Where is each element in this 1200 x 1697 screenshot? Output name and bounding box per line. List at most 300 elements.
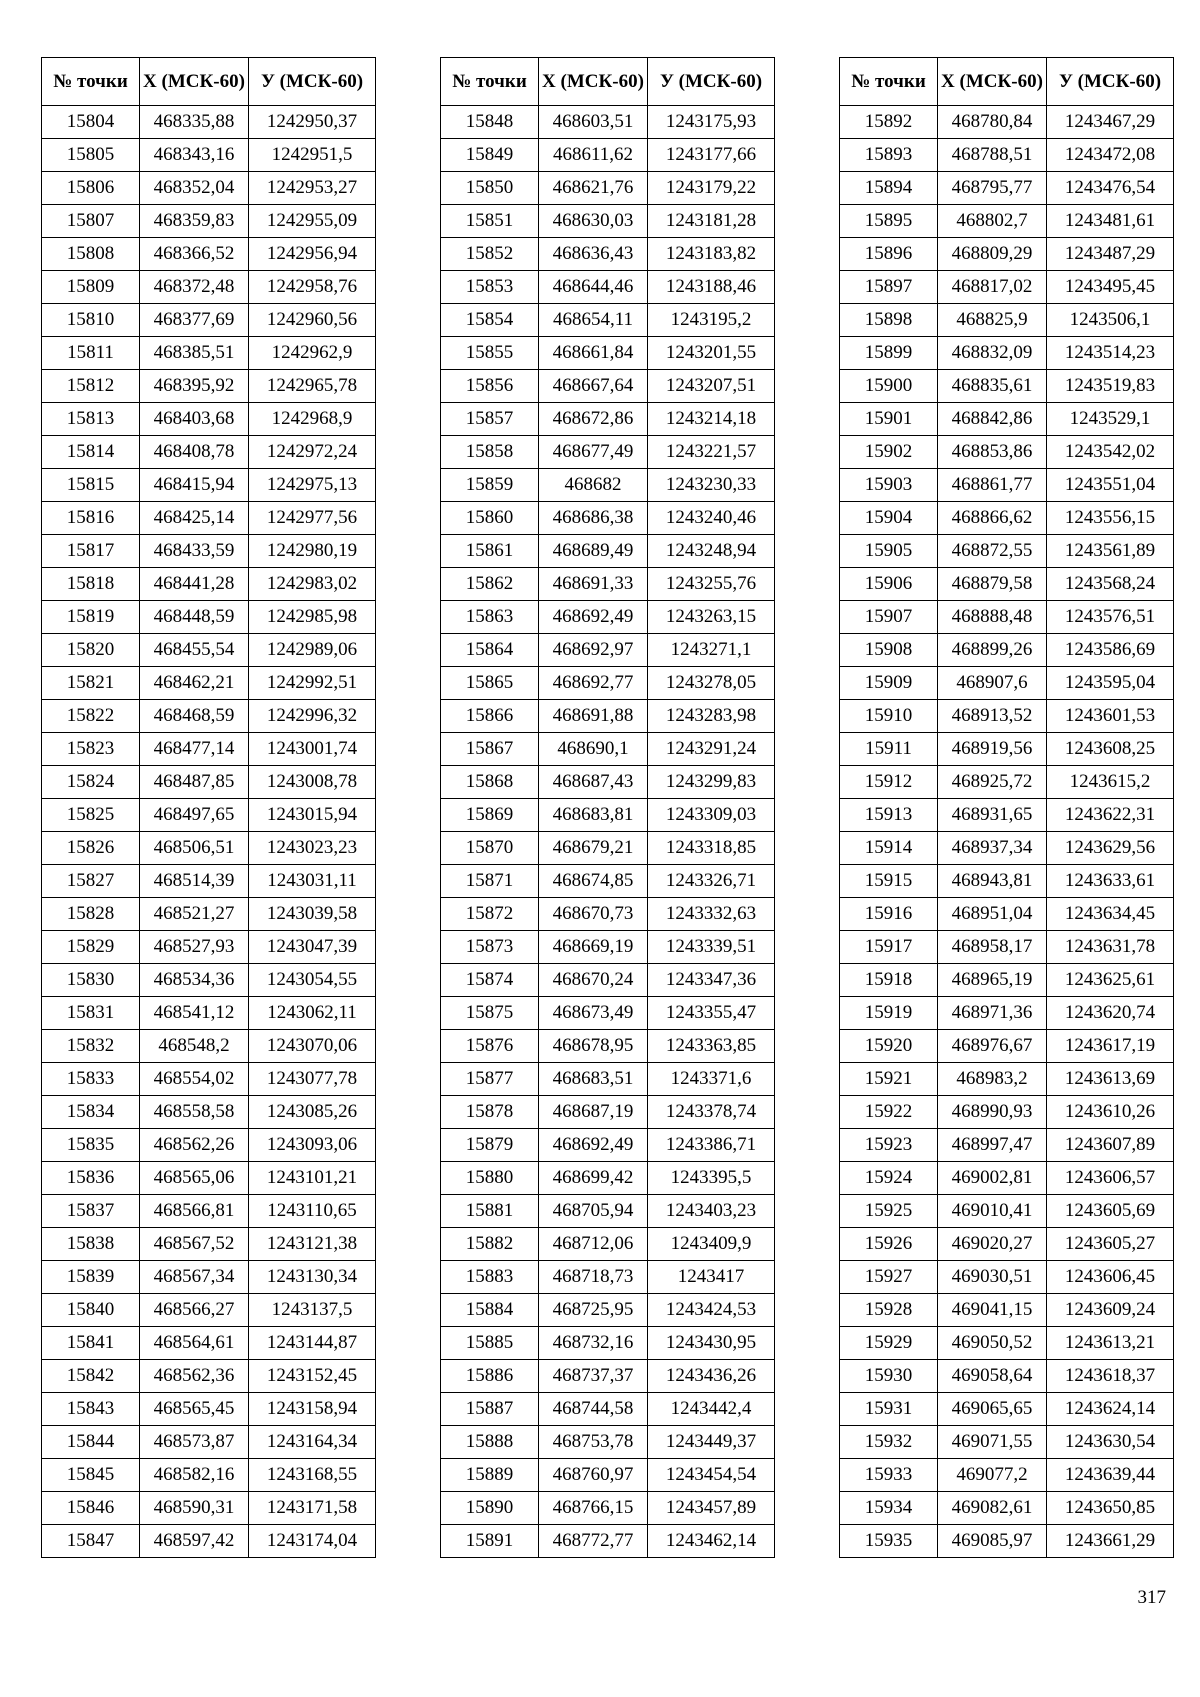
cell-y-coordinate: 1243085,26 (249, 1096, 376, 1129)
table-row (42, 1393, 376, 1426)
cell-point-number: 15926 (840, 1228, 938, 1261)
table-row (840, 304, 1174, 337)
cell-y-coordinate: 1243164,34 (249, 1426, 376, 1459)
cell-y-coordinate: 1243137,5 (249, 1294, 376, 1327)
cell-point-number: 15889 (441, 1459, 539, 1492)
cell-point-number: 15887 (441, 1393, 539, 1426)
cell-y-coordinate: 1243529,1 (1047, 403, 1174, 436)
cell-y-coordinate: 1243634,45 (1047, 898, 1174, 931)
cell-y-coordinate: 1243620,74 (1047, 997, 1174, 1030)
cell-x-coordinate: 468565,06 (140, 1162, 249, 1195)
cell-point-number: 15934 (840, 1492, 938, 1525)
table-row (441, 1096, 775, 1129)
cell-y-coordinate: 1243613,21 (1047, 1327, 1174, 1360)
table-row (42, 1294, 376, 1327)
cell-point-number: 15860 (441, 502, 539, 535)
table-row (42, 337, 376, 370)
table-row (840, 898, 1174, 931)
cell-x-coordinate: 468725,95 (539, 1294, 648, 1327)
cell-point-number: 15896 (840, 238, 938, 271)
cell-point-number: 15917 (840, 931, 938, 964)
table-row (42, 238, 376, 271)
cell-y-coordinate: 1243339,51 (648, 931, 775, 964)
table-row (441, 997, 775, 1030)
header-x-coordinate: X (МСК-60) (539, 58, 648, 106)
table-row (840, 568, 1174, 601)
cell-x-coordinate: 468687,43 (539, 766, 648, 799)
header-y-coordinate: У (МСК-60) (648, 58, 775, 106)
cell-x-coordinate: 468343,16 (140, 139, 249, 172)
cell-x-coordinate: 468677,49 (539, 436, 648, 469)
cell-y-coordinate: 1242996,32 (249, 700, 376, 733)
cell-x-coordinate: 469071,55 (938, 1426, 1047, 1459)
cell-x-coordinate: 468462,21 (140, 667, 249, 700)
cell-x-coordinate: 468630,03 (539, 205, 648, 238)
cell-point-number: 15833 (42, 1063, 140, 1096)
header-x-coordinate: X (МСК-60) (140, 58, 249, 106)
cell-y-coordinate: 1243015,94 (249, 799, 376, 832)
cell-y-coordinate: 1243457,89 (648, 1492, 775, 1525)
table-row (441, 436, 775, 469)
table-row (840, 931, 1174, 964)
cell-x-coordinate: 469058,64 (938, 1360, 1047, 1393)
cell-point-number: 15895 (840, 205, 938, 238)
cell-point-number: 15859 (441, 469, 539, 502)
table-row (441, 271, 775, 304)
table-row (840, 469, 1174, 502)
table-row (840, 535, 1174, 568)
table-row (840, 733, 1174, 766)
cell-point-number: 15933 (840, 1459, 938, 1492)
cell-x-coordinate: 468425,14 (140, 502, 249, 535)
table-row (42, 766, 376, 799)
cell-x-coordinate: 468683,51 (539, 1063, 648, 1096)
cell-y-coordinate: 1243183,82 (648, 238, 775, 271)
cell-point-number: 15835 (42, 1129, 140, 1162)
cell-point-number: 15872 (441, 898, 539, 931)
cell-point-number: 15875 (441, 997, 539, 1030)
cell-x-coordinate: 468683,81 (539, 799, 648, 832)
cell-point-number: 15862 (441, 568, 539, 601)
coordinates-table-2 (440, 57, 775, 1558)
cell-point-number: 15932 (840, 1426, 938, 1459)
cell-x-coordinate: 468667,64 (539, 370, 648, 403)
cell-point-number: 15902 (840, 436, 938, 469)
cell-x-coordinate: 468573,87 (140, 1426, 249, 1459)
table-row (441, 667, 775, 700)
cell-point-number: 15869 (441, 799, 539, 832)
cell-x-coordinate: 468718,73 (539, 1261, 648, 1294)
cell-point-number: 15821 (42, 667, 140, 700)
table-row (840, 172, 1174, 205)
cell-x-coordinate: 468687,19 (539, 1096, 648, 1129)
cell-y-coordinate: 1243601,53 (1047, 700, 1174, 733)
table-row (42, 1360, 376, 1393)
cell-point-number: 15898 (840, 304, 938, 337)
cell-x-coordinate: 468335,88 (140, 106, 249, 139)
table-row (840, 865, 1174, 898)
cell-point-number: 15911 (840, 733, 938, 766)
cell-point-number: 15891 (441, 1525, 539, 1558)
cell-y-coordinate: 1243347,36 (648, 964, 775, 997)
cell-x-coordinate: 468842,86 (938, 403, 1047, 436)
cell-x-coordinate: 468455,54 (140, 634, 249, 667)
cell-point-number: 15840 (42, 1294, 140, 1327)
cell-x-coordinate: 468879,58 (938, 568, 1047, 601)
table-row (840, 502, 1174, 535)
cell-y-coordinate: 1243355,47 (648, 997, 775, 1030)
cell-x-coordinate: 468385,51 (140, 337, 249, 370)
cell-y-coordinate: 1243609,24 (1047, 1294, 1174, 1327)
cell-point-number: 15830 (42, 964, 140, 997)
header-y-coordinate: У (МСК-60) (249, 58, 376, 106)
cell-y-coordinate: 1243130,34 (249, 1261, 376, 1294)
cell-y-coordinate: 1243177,66 (648, 139, 775, 172)
cell-point-number: 15912 (840, 766, 938, 799)
cell-x-coordinate: 468548,2 (140, 1030, 249, 1063)
table-row (42, 568, 376, 601)
table-row (441, 634, 775, 667)
cell-y-coordinate: 1243031,11 (249, 865, 376, 898)
cell-x-coordinate: 468958,17 (938, 931, 1047, 964)
cell-x-coordinate: 469041,15 (938, 1294, 1047, 1327)
table-row (840, 964, 1174, 997)
table-row (441, 1492, 775, 1525)
table-row (42, 1459, 376, 1492)
cell-x-coordinate: 468691,88 (539, 700, 648, 733)
table-row (840, 139, 1174, 172)
cell-x-coordinate: 468951,04 (938, 898, 1047, 931)
cell-y-coordinate: 1243449,37 (648, 1426, 775, 1459)
table-row (42, 1162, 376, 1195)
cell-point-number: 15823 (42, 733, 140, 766)
cell-x-coordinate: 468888,48 (938, 601, 1047, 634)
cell-point-number: 15856 (441, 370, 539, 403)
cell-point-number: 15903 (840, 469, 938, 502)
table-row (441, 568, 775, 601)
cell-x-coordinate: 469082,61 (938, 1492, 1047, 1525)
cell-point-number: 15868 (441, 766, 539, 799)
table-row (441, 370, 775, 403)
cell-y-coordinate: 1243371,6 (648, 1063, 775, 1096)
cell-x-coordinate: 468686,38 (539, 502, 648, 535)
table-row (840, 1129, 1174, 1162)
cell-x-coordinate: 468621,76 (539, 172, 648, 205)
cell-point-number: 15921 (840, 1063, 938, 1096)
cell-x-coordinate: 468562,36 (140, 1360, 249, 1393)
table-row (42, 799, 376, 832)
cell-point-number: 15837 (42, 1195, 140, 1228)
cell-y-coordinate: 1243551,04 (1047, 469, 1174, 502)
cell-x-coordinate: 468679,21 (539, 832, 648, 865)
cell-y-coordinate: 1243318,85 (648, 832, 775, 865)
table-row (840, 1327, 1174, 1360)
cell-y-coordinate: 1243240,46 (648, 502, 775, 535)
cell-point-number: 15867 (441, 733, 539, 766)
table-row (840, 799, 1174, 832)
table-row (840, 436, 1174, 469)
cell-point-number: 15920 (840, 1030, 938, 1063)
cell-point-number: 15876 (441, 1030, 539, 1063)
cell-point-number: 15929 (840, 1327, 938, 1360)
cell-point-number: 15811 (42, 337, 140, 370)
cell-point-number: 15910 (840, 700, 938, 733)
table-row (840, 1393, 1174, 1426)
cell-y-coordinate: 1242956,94 (249, 238, 376, 271)
cell-point-number: 15845 (42, 1459, 140, 1492)
cell-x-coordinate: 468699,42 (539, 1162, 648, 1195)
table-row (441, 535, 775, 568)
cell-point-number: 15905 (840, 535, 938, 568)
cell-y-coordinate: 1243476,54 (1047, 172, 1174, 205)
cell-point-number: 15870 (441, 832, 539, 865)
cell-y-coordinate: 1242975,13 (249, 469, 376, 502)
cell-y-coordinate: 1243607,89 (1047, 1129, 1174, 1162)
cell-point-number: 15805 (42, 139, 140, 172)
cell-y-coordinate: 1243561,89 (1047, 535, 1174, 568)
cell-x-coordinate: 468691,33 (539, 568, 648, 601)
cell-y-coordinate: 1243363,85 (648, 1030, 775, 1063)
table-row (441, 1525, 775, 1558)
cell-x-coordinate: 468825,9 (938, 304, 1047, 337)
cell-x-coordinate: 468661,84 (539, 337, 648, 370)
cell-x-coordinate: 469020,27 (938, 1228, 1047, 1261)
cell-point-number: 15848 (441, 106, 539, 139)
cell-x-coordinate: 468866,62 (938, 502, 1047, 535)
table-row (840, 1294, 1174, 1327)
cell-x-coordinate: 468802,7 (938, 205, 1047, 238)
cell-x-coordinate: 468907,6 (938, 667, 1047, 700)
cell-x-coordinate: 468611,62 (539, 139, 648, 172)
cell-point-number: 15886 (441, 1360, 539, 1393)
table-row (441, 1129, 775, 1162)
cell-x-coordinate: 468567,52 (140, 1228, 249, 1261)
cell-x-coordinate: 468832,09 (938, 337, 1047, 370)
cell-point-number: 15817 (42, 535, 140, 568)
cell-point-number: 15885 (441, 1327, 539, 1360)
table-row (42, 1492, 376, 1525)
table-row (42, 1195, 376, 1228)
cell-x-coordinate: 468527,93 (140, 931, 249, 964)
cell-y-coordinate: 1243386,71 (648, 1129, 775, 1162)
cell-x-coordinate: 468937,34 (938, 832, 1047, 865)
cell-x-coordinate: 468925,72 (938, 766, 1047, 799)
cell-point-number: 15808 (42, 238, 140, 271)
cell-x-coordinate: 468487,85 (140, 766, 249, 799)
cell-y-coordinate: 1242960,56 (249, 304, 376, 337)
cell-point-number: 15909 (840, 667, 938, 700)
cell-x-coordinate: 468541,12 (140, 997, 249, 1030)
cell-y-coordinate: 1243430,95 (648, 1327, 775, 1360)
cell-x-coordinate: 468521,27 (140, 898, 249, 931)
cell-point-number: 15879 (441, 1129, 539, 1162)
table-row (441, 1327, 775, 1360)
table-row (840, 205, 1174, 238)
table-row (441, 1228, 775, 1261)
cell-x-coordinate: 468682 (539, 469, 648, 502)
cell-y-coordinate: 1243639,44 (1047, 1459, 1174, 1492)
table-row (441, 1063, 775, 1096)
cell-point-number: 15838 (42, 1228, 140, 1261)
cell-point-number: 15818 (42, 568, 140, 601)
cell-point-number: 15897 (840, 271, 938, 304)
cell-x-coordinate: 468582,16 (140, 1459, 249, 1492)
coordinates-table-1 (41, 57, 376, 1558)
table-row (42, 139, 376, 172)
cell-y-coordinate: 1243622,31 (1047, 799, 1174, 832)
cell-y-coordinate: 1243299,83 (648, 766, 775, 799)
cell-y-coordinate: 1243175,93 (648, 106, 775, 139)
cell-point-number: 15861 (441, 535, 539, 568)
cell-x-coordinate: 468636,43 (539, 238, 648, 271)
cell-y-coordinate: 1243495,45 (1047, 271, 1174, 304)
cell-y-coordinate: 1243467,29 (1047, 106, 1174, 139)
cell-x-coordinate: 468567,34 (140, 1261, 249, 1294)
cell-point-number: 15841 (42, 1327, 140, 1360)
cell-x-coordinate: 469010,41 (938, 1195, 1047, 1228)
cell-y-coordinate: 1243181,28 (648, 205, 775, 238)
table-row (42, 1030, 376, 1063)
cell-x-coordinate: 468737,37 (539, 1360, 648, 1393)
cell-x-coordinate: 468670,73 (539, 898, 648, 931)
table-row (840, 1162, 1174, 1195)
cell-x-coordinate: 468990,93 (938, 1096, 1047, 1129)
cell-y-coordinate: 1243605,27 (1047, 1228, 1174, 1261)
table-row (441, 139, 775, 172)
table-row (42, 370, 376, 403)
header-y-coordinate: У (МСК-60) (1047, 58, 1174, 106)
cell-y-coordinate: 1243487,29 (1047, 238, 1174, 271)
table-row (42, 1063, 376, 1096)
cell-point-number: 15813 (42, 403, 140, 436)
table-row (42, 106, 376, 139)
table-row (441, 1393, 775, 1426)
header-point-number: № точки (840, 58, 938, 106)
cell-point-number: 15834 (42, 1096, 140, 1129)
cell-point-number: 15918 (840, 964, 938, 997)
cell-x-coordinate: 468678,95 (539, 1030, 648, 1063)
table-row (840, 337, 1174, 370)
table-row (42, 436, 376, 469)
cell-point-number: 15893 (840, 139, 938, 172)
table-row (840, 1096, 1174, 1129)
table-row (441, 106, 775, 139)
cell-point-number: 15855 (441, 337, 539, 370)
table-row (441, 238, 775, 271)
cell-point-number: 15883 (441, 1261, 539, 1294)
cell-point-number: 15930 (840, 1360, 938, 1393)
cell-x-coordinate: 468359,83 (140, 205, 249, 238)
cell-y-coordinate: 1243633,61 (1047, 865, 1174, 898)
cell-point-number: 15804 (42, 106, 140, 139)
cell-point-number: 15894 (840, 172, 938, 205)
table-row (441, 1195, 775, 1228)
table-row (441, 1294, 775, 1327)
cell-x-coordinate: 468931,65 (938, 799, 1047, 832)
table-row (42, 865, 376, 898)
cell-point-number: 15916 (840, 898, 938, 931)
cell-y-coordinate: 1243023,23 (249, 832, 376, 865)
cell-y-coordinate: 1243230,33 (648, 469, 775, 502)
table-row (441, 304, 775, 337)
cell-y-coordinate: 1242972,24 (249, 436, 376, 469)
cell-point-number: 15935 (840, 1525, 938, 1558)
table-row (441, 337, 775, 370)
cell-x-coordinate: 468983,2 (938, 1063, 1047, 1096)
cell-x-coordinate: 468780,84 (938, 106, 1047, 139)
table-row (441, 898, 775, 931)
cell-point-number: 15928 (840, 1294, 938, 1327)
cell-point-number: 15858 (441, 436, 539, 469)
cell-point-number: 15919 (840, 997, 938, 1030)
table-row (42, 205, 376, 238)
table-header-row (441, 58, 775, 106)
cell-y-coordinate: 1243610,26 (1047, 1096, 1174, 1129)
table-row (840, 271, 1174, 304)
cell-y-coordinate: 1243613,69 (1047, 1063, 1174, 1096)
cell-point-number: 15892 (840, 106, 938, 139)
table-row (840, 1228, 1174, 1261)
cell-point-number: 15904 (840, 502, 938, 535)
cell-y-coordinate: 1242962,9 (249, 337, 376, 370)
cell-y-coordinate: 1242955,09 (249, 205, 376, 238)
cell-x-coordinate: 469085,97 (938, 1525, 1047, 1558)
cell-y-coordinate: 1243326,71 (648, 865, 775, 898)
cell-point-number: 15854 (441, 304, 539, 337)
table-row (441, 865, 775, 898)
cell-y-coordinate: 1242965,78 (249, 370, 376, 403)
cell-y-coordinate: 1243586,69 (1047, 634, 1174, 667)
cell-y-coordinate: 1243110,65 (249, 1195, 376, 1228)
cell-y-coordinate: 1243271,1 (648, 634, 775, 667)
cell-point-number: 15866 (441, 700, 539, 733)
cell-x-coordinate: 468853,86 (938, 436, 1047, 469)
table-row (441, 172, 775, 205)
cell-y-coordinate: 1243630,54 (1047, 1426, 1174, 1459)
cell-point-number: 15851 (441, 205, 539, 238)
cell-y-coordinate: 1243332,63 (648, 898, 775, 931)
cell-y-coordinate: 1243291,24 (648, 733, 775, 766)
cell-x-coordinate: 468408,78 (140, 436, 249, 469)
cell-y-coordinate: 1243378,74 (648, 1096, 775, 1129)
cell-point-number: 15829 (42, 931, 140, 964)
cell-y-coordinate: 1243436,26 (648, 1360, 775, 1393)
cell-y-coordinate: 1242953,27 (249, 172, 376, 205)
table-row (441, 1261, 775, 1294)
cell-y-coordinate: 1243008,78 (249, 766, 376, 799)
cell-y-coordinate: 1243179,22 (648, 172, 775, 205)
table-row (441, 931, 775, 964)
cell-point-number: 15846 (42, 1492, 140, 1525)
cell-y-coordinate: 1243650,85 (1047, 1492, 1174, 1525)
table-row (42, 1426, 376, 1459)
table-row (441, 799, 775, 832)
cell-point-number: 15825 (42, 799, 140, 832)
cell-x-coordinate: 468712,06 (539, 1228, 648, 1261)
cell-x-coordinate: 468861,77 (938, 469, 1047, 502)
table-row (42, 1261, 376, 1294)
cell-point-number: 15815 (42, 469, 140, 502)
table-row (42, 502, 376, 535)
cell-point-number: 15880 (441, 1162, 539, 1195)
cell-x-coordinate: 468497,65 (140, 799, 249, 832)
table-row (441, 964, 775, 997)
cell-point-number: 15888 (441, 1426, 539, 1459)
cell-x-coordinate: 468943,81 (938, 865, 1047, 898)
cell-y-coordinate: 1243047,39 (249, 931, 376, 964)
cell-point-number: 15852 (441, 238, 539, 271)
table-row (840, 1030, 1174, 1063)
